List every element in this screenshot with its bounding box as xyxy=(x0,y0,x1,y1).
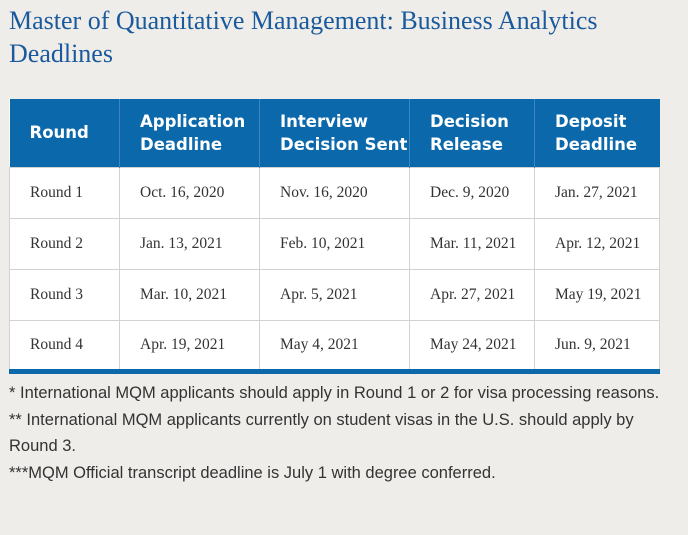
header-label-line2: Deadline xyxy=(140,134,223,154)
cell-round: Round 1 xyxy=(10,167,120,218)
header-decision-release xyxy=(410,99,535,167)
cell-interview-decision-sent: Nov. 16, 2020 xyxy=(260,167,410,218)
table-row xyxy=(10,269,660,320)
cell-interview-decision-sent: Feb. 10, 2021 xyxy=(260,218,410,269)
cell-deposit-deadline: Jun. 9, 2021 xyxy=(535,320,660,371)
cell-application-deadline: Jan. 13, 2021 xyxy=(120,218,260,269)
header-label-line1: Application xyxy=(140,111,246,131)
cell-interview-decision-sent: Apr. 5, 2021 xyxy=(260,269,410,320)
cell-deposit-deadline: Jan. 27, 2021 xyxy=(535,167,660,218)
header-application-deadline xyxy=(120,99,260,167)
header-round-label: Round xyxy=(29,123,89,143)
header-deposit-deadline xyxy=(535,99,660,167)
cell-decision-release: May 24, 2021 xyxy=(410,320,535,371)
cell-round: Round 3 xyxy=(10,269,120,320)
header-label-line2: Decision Sent xyxy=(280,134,408,154)
cell-decision-release: Mar. 11, 2021 xyxy=(410,218,535,269)
table-row xyxy=(10,167,660,218)
table-body xyxy=(10,167,660,371)
deadlines-table xyxy=(9,99,660,374)
cell-round: Round 4 xyxy=(10,320,120,371)
cell-application-deadline: Oct. 16, 2020 xyxy=(120,167,260,218)
cell-application-deadline: Apr. 19, 2021 xyxy=(120,320,260,371)
footnote-student-visa: ** International MQM applicants currently on student visas in the U.S. should apply by Round 3. xyxy=(9,410,634,455)
footnotes xyxy=(9,380,674,486)
header-label-line1: Deposit xyxy=(555,111,627,131)
cell-decision-release: Dec. 9, 2020 xyxy=(410,167,535,218)
footnote-visa-round: * International MQM applicants should apply in Round 1 or 2 for visa processing reasons. xyxy=(9,384,660,402)
footnote-transcript: ***MQM Official transcript deadline is July 1 with degree conferred. xyxy=(9,463,496,482)
table-header xyxy=(10,99,660,167)
header-label-line1: Interview xyxy=(280,111,368,131)
cell-deposit-deadline: May 19, 2021 xyxy=(535,269,660,320)
header-label-line2: Release xyxy=(430,134,503,154)
cell-deposit-deadline: Apr. 12, 2021 xyxy=(535,218,660,269)
header-row xyxy=(10,99,660,167)
table-row xyxy=(10,218,660,269)
header-interview-decision-sent xyxy=(260,99,410,167)
cell-round: Round 2 xyxy=(10,218,120,269)
header-round xyxy=(10,99,120,167)
table-row xyxy=(10,320,660,371)
cell-decision-release: Apr. 27, 2021 xyxy=(410,269,535,320)
header-label-line2: Deadline xyxy=(555,134,638,154)
header-label-line1: Decision xyxy=(430,111,509,131)
cell-application-deadline: Mar. 10, 2021 xyxy=(120,269,260,320)
page-title: Master of Quantitative Management: Business Analytics Deadlines xyxy=(9,6,598,68)
cell-interview-decision-sent: May 4, 2021 xyxy=(260,320,410,371)
